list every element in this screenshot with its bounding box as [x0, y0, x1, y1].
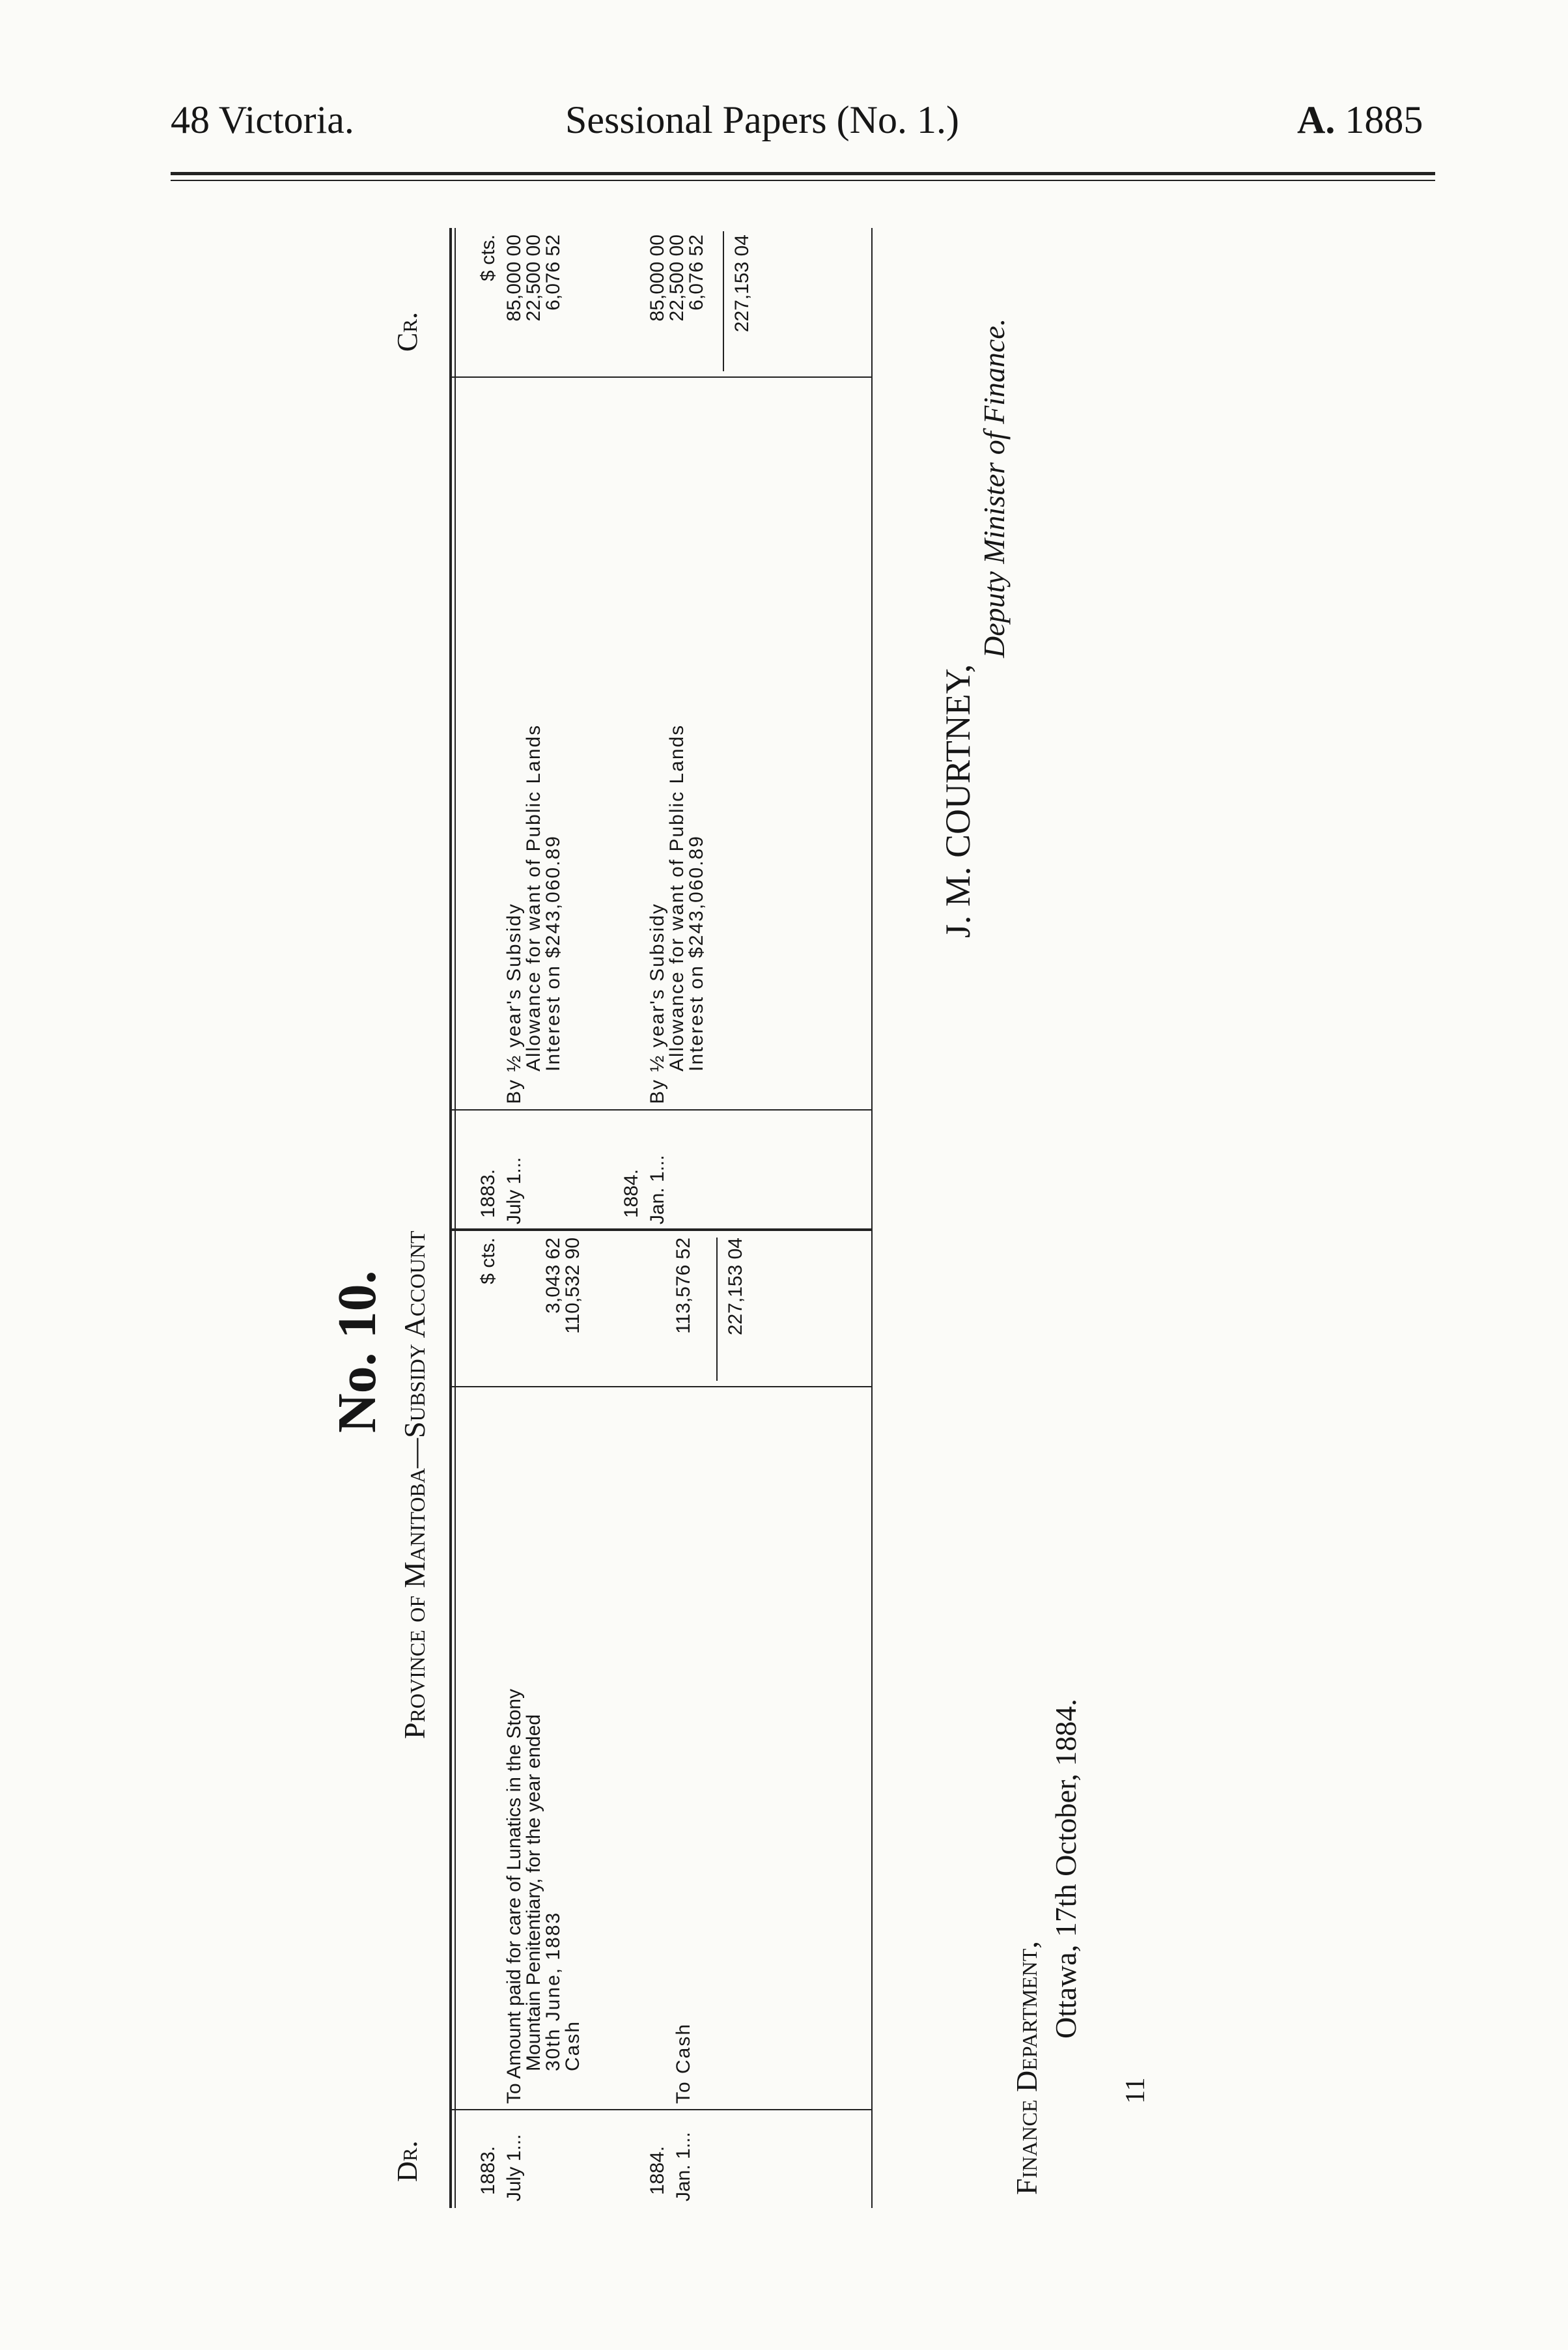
credit-amount-4: 85,000 00 — [647, 234, 668, 322]
place-and-date: Ottawa, 17th October, 1884. — [1049, 1699, 1082, 2039]
debit-date-divider — [449, 2109, 873, 2110]
top-rule-2 — [455, 228, 456, 2208]
debit-amount-1: 3,043 62 — [542, 1238, 564, 1314]
credit-entry-2c: Interest on $243,060.89 — [686, 835, 707, 1071]
header-rule-thick — [171, 172, 1435, 175]
credit-amount-1: 85,000 00 — [503, 234, 525, 322]
debit-date-2: Jan. 1... — [673, 2132, 694, 2201]
debit-total-rule — [716, 1238, 718, 1381]
credit-entry-2a: By ½ year's Subsidy — [647, 903, 668, 1104]
header-rule-thin — [171, 180, 1435, 181]
debit-amount-3: 113,576 52 — [673, 1238, 694, 1334]
debit-label: Dr. — [391, 2140, 423, 2182]
center-divider — [449, 1228, 873, 1231]
credit-entry-1a: By ½ year's Subsidy — [503, 903, 525, 1104]
credit-year-2: 1884. — [621, 1168, 642, 1218]
account-title: Province of Manitoba—Subsidy Account — [398, 1230, 431, 1739]
credit-amount-6: 6,076 52 — [686, 234, 707, 311]
debit-entry-1b: Mountain Penitentiary, for the year ended — [523, 1714, 544, 2071]
year: 1885 — [1345, 98, 1423, 141]
debit-amount-divider — [449, 1386, 873, 1387]
debit-entry-2: To Cash — [673, 2022, 694, 2104]
credit-entry-1c: Interest on $243,060.89 — [542, 835, 564, 1071]
debit-entry-1a: To Amount paid for care of Lunatics in the Stony — [503, 1688, 525, 2104]
debit-entry-1d: Cash — [562, 2020, 583, 2071]
debit-total: 227,153 04 — [725, 1238, 746, 1336]
credit-amount-3: 6,076 52 — [542, 234, 564, 311]
credit-amount-2: 22,500 00 — [523, 234, 544, 322]
debit-amount-2: 110,532 90 — [562, 1238, 583, 1334]
credit-amount-5: 22,500 00 — [666, 234, 688, 322]
bottom-rule — [871, 228, 873, 2208]
credit-amount-divider — [449, 376, 873, 378]
series-letter: A. — [1297, 98, 1336, 141]
credit-year-1: 1883. — [477, 1168, 499, 1218]
credit-date-1: July 1... — [503, 1157, 525, 1225]
credit-entry-1b: Allowance for want of Public Lands — [523, 724, 544, 1071]
credit-entry-2b: Allowance for want of Public Lands — [666, 724, 688, 1071]
department: Finance Department, — [1010, 1941, 1043, 2195]
credit-date-divider — [449, 1109, 873, 1111]
running-head-right — [1297, 98, 1423, 143]
top-rule — [449, 228, 452, 2208]
debit-year-2: 1884. — [647, 2145, 668, 2195]
debit-date-1: July 1... — [503, 2134, 525, 2201]
running-head-left: 48 Victoria. — [171, 98, 354, 141]
rotated-account — [327, 228, 1459, 2208]
credit-label: Cr. — [391, 311, 423, 352]
credit-currency-header: $ cts. — [477, 234, 499, 281]
debit-currency-header: $ cts. — [477, 1238, 499, 1284]
credit-total: 227,153 04 — [731, 234, 753, 333]
document-number: No. 10. — [327, 1270, 387, 1433]
credit-total-rule — [723, 231, 724, 371]
debit-year-1: 1883. — [477, 2145, 499, 2195]
debit-entry-1c: 30th June, 1883 — [542, 1911, 564, 2071]
ledger-table — [449, 228, 873, 2208]
credit-date-2: Jan. 1... — [647, 1155, 668, 1225]
signature-name: J. M. COURTNEY, — [938, 664, 977, 938]
signature-title: Deputy Minister of Finance. — [977, 318, 1011, 658]
running-head-center: Sessional Papers (No. 1.) — [565, 98, 959, 141]
page-mark: 11 — [1121, 2077, 1151, 2104]
